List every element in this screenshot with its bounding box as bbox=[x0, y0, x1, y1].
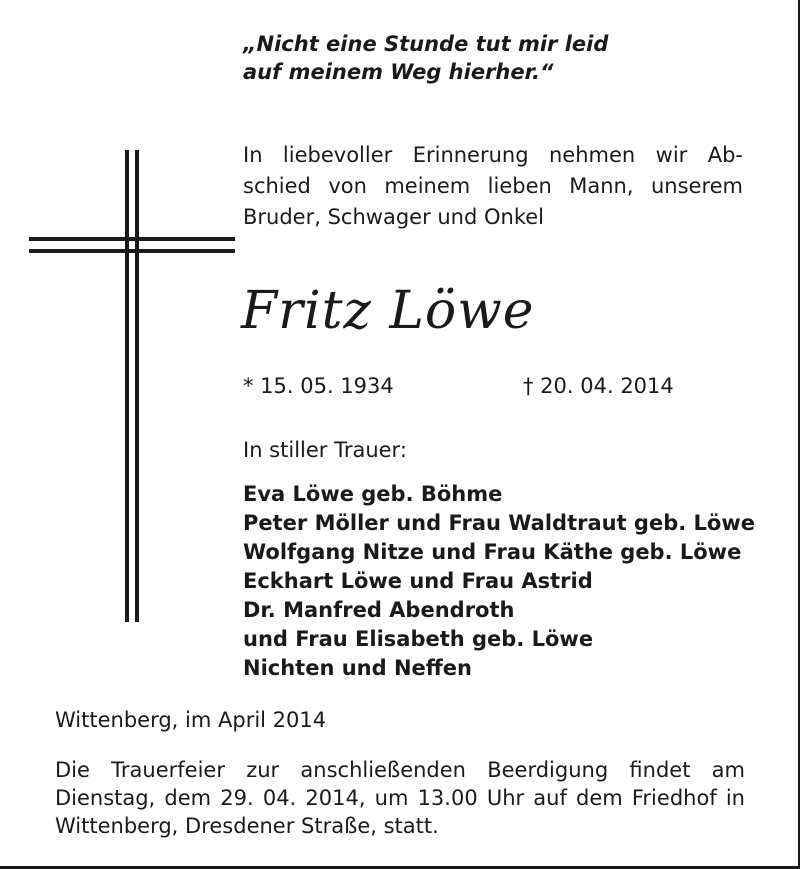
quote-line-1: „Nicht eine Stunde tut mir leid bbox=[243, 32, 609, 56]
place-and-date: Wittenberg, im April 2014 bbox=[55, 708, 327, 732]
death-date: † 20. 04. 2014 bbox=[523, 374, 674, 398]
mourner-item: Eckhart Löwe und Frau Astrid bbox=[243, 569, 593, 593]
service-line-2: Dienstag, dem 29. 04. 2014, um 13.00 Uhr auf dem Friedhof in bbox=[55, 786, 745, 810]
quote-line-2: auf meinem Weg hierher.“ bbox=[243, 60, 554, 84]
deceased-name: Fritz Löwe bbox=[241, 281, 535, 341]
service-line-3: Wittenberg, Dresdener Straße, statt. bbox=[55, 814, 439, 838]
mourner-item: Wolfgang Nitze und Frau Käthe geb. Löwe bbox=[243, 540, 742, 564]
mourner-item: Peter Möller und Frau Waldtraut geb. Löwe bbox=[243, 511, 755, 535]
mourner-item: und Frau Elisabeth geb. Löwe bbox=[243, 627, 594, 651]
mourning-label: In stiller Trauer: bbox=[243, 438, 407, 462]
birth-date: * 15. 05. 1934 bbox=[243, 374, 394, 398]
mourner-item: Eva Löwe geb. Böhme bbox=[243, 482, 503, 506]
cross-vertical-beam bbox=[125, 150, 139, 622]
cross-intersection bbox=[129, 241, 135, 249]
mourners-list bbox=[243, 480, 755, 683]
mourner-item: Dr. Manfred Abendroth bbox=[243, 598, 515, 622]
service-line-1: Die Trauerfeier zur anschließenden Beerdigung findet am bbox=[55, 758, 745, 782]
intro-line-1: In liebevoller Erinnerung nehmen wir Ab- bbox=[243, 143, 743, 167]
intro-line-2: schied von meinem lieben Mann, unserem bbox=[243, 174, 743, 198]
mourner-item: Nichten und Neffen bbox=[243, 656, 472, 680]
intro-text bbox=[243, 140, 743, 233]
funeral-service-info bbox=[55, 756, 745, 840]
epigraph-quote bbox=[243, 30, 608, 86]
intro-line-3: Bruder, Schwager und Onkel bbox=[243, 205, 545, 229]
